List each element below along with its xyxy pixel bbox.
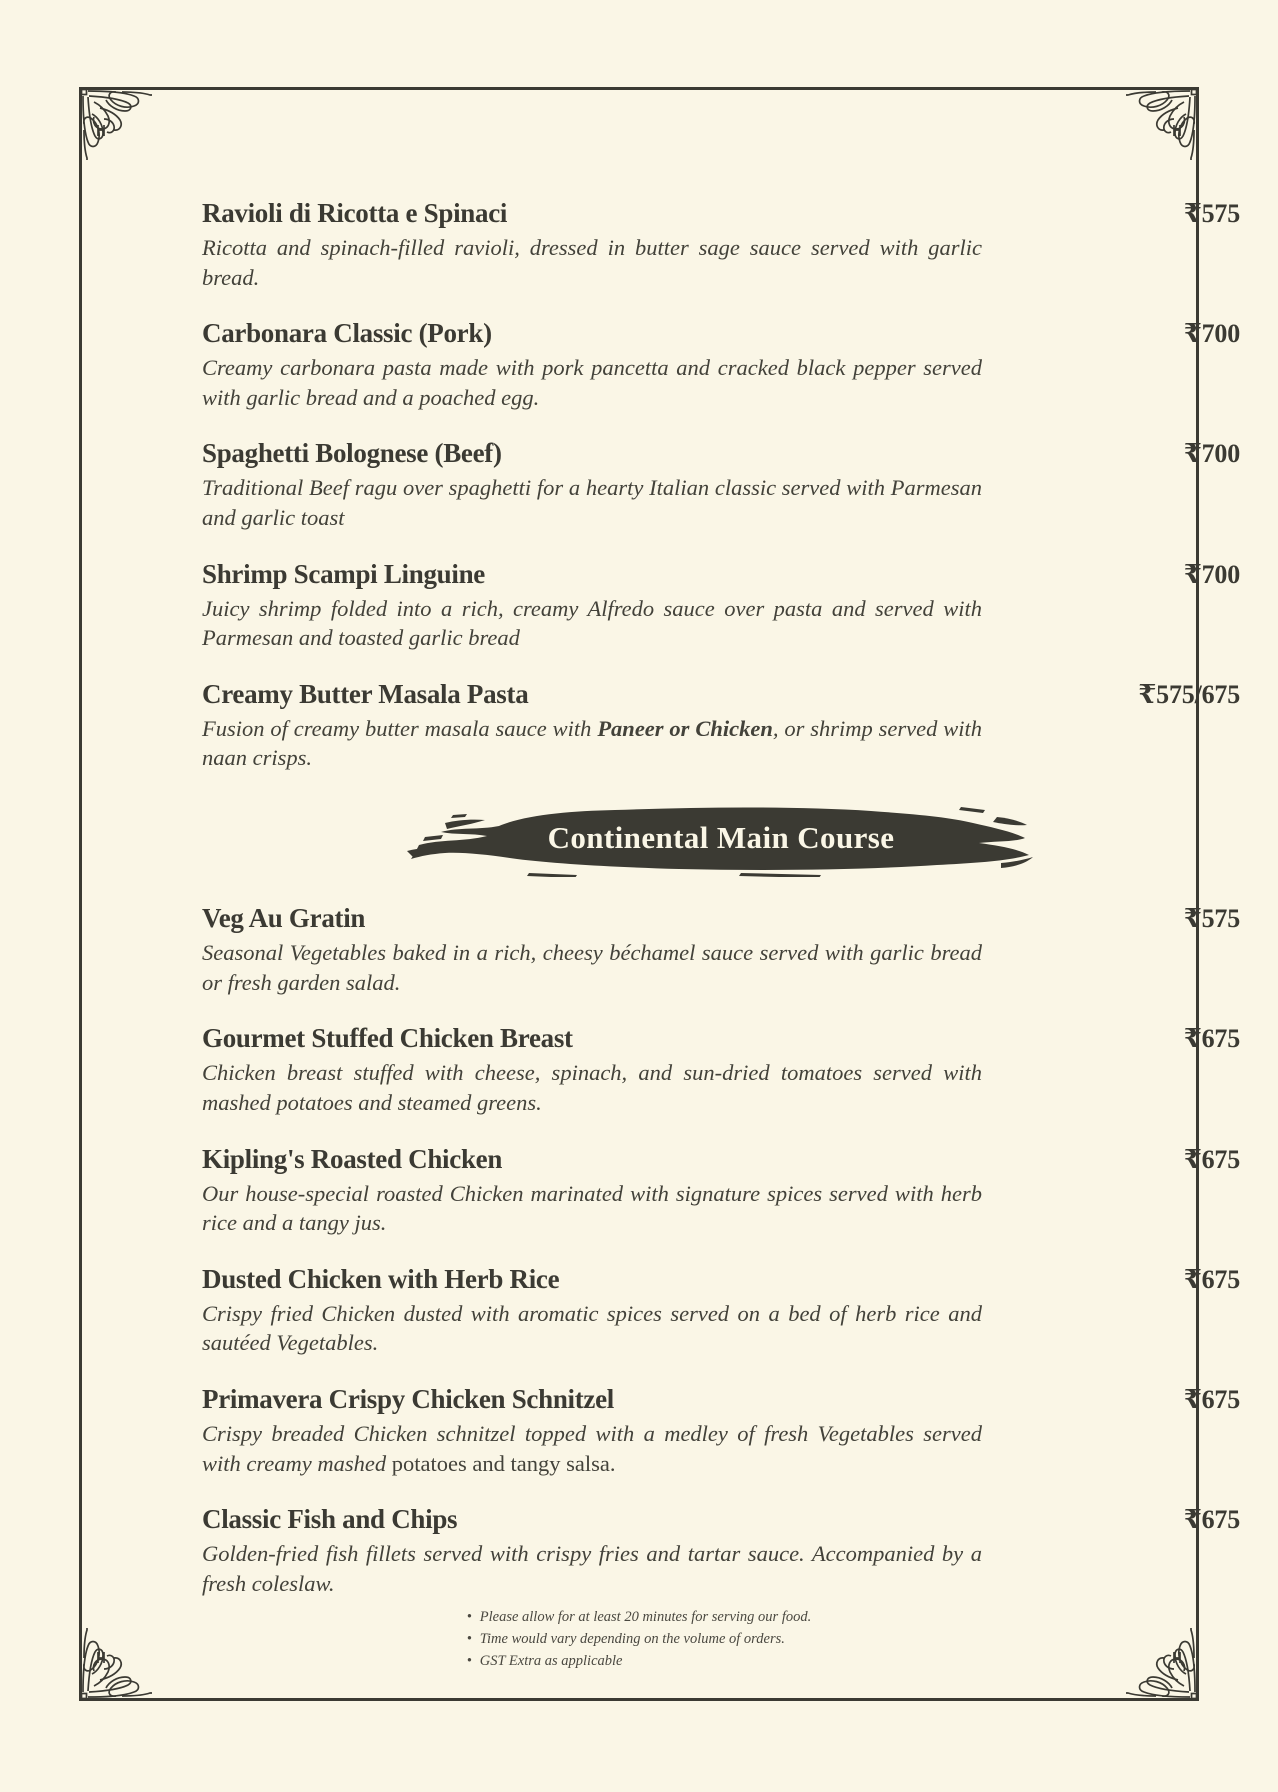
corner-ornament-top-right [1122,86,1200,164]
menu-item-name: Ravioli di Ricotta e Spinaci [202,198,508,228]
menu-item-name: Shrimp Scampi Linguine [202,558,485,589]
menu-item-price: ₹575 [1183,199,1240,228]
menu-item-name: Spaghetti Bolognese (Beef) [202,438,502,469]
menu-item-description: Juicy shrimp folded into a rich, creamy Alfredo sauce over pasta and served with Parmesan and toasted garlic bread [202,595,982,651]
menu-item-name: Primavera Crispy Chicken Schnitzel [202,1384,615,1415]
menu-item [202,1264,1240,1358]
menu-item [202,903,1240,997]
menu-item-price: ₹675 [1183,1264,1240,1294]
menu-item-header [202,1504,1240,1536]
menu-item-name: Kipling's Roasted Chicken [202,1143,503,1174]
footer-note-text: Please allow for at least 20 minutes for serving our food. [479,1608,812,1625]
menu-sections-container [202,198,1240,1625]
footer-note-text: GST Extra as applicable [479,1652,623,1669]
bullet-icon: • [466,1608,472,1625]
menu-item [202,559,1240,653]
menu-item-header [202,1384,1240,1416]
menu-item-price: ₹700 [1183,319,1240,349]
footer-note-item [467,1650,811,1672]
menu-item-name: Classic Fish and Chips [202,1504,458,1535]
menu-item [202,438,1240,532]
menu-item [202,1384,1240,1478]
menu-item-price: ₹675 [1183,1385,1240,1415]
footer-note-list [467,1606,811,1672]
section-banner-label: Continental Main Course [547,820,895,856]
menu-item [202,679,1240,773]
menu-item-price: ₹700 [1183,439,1240,469]
footer-note-item [467,1606,811,1628]
menu-item-description: Crispy breaded Chicken schnitzel topped with a medley of fresh Vegetables served with creamy mashed potatoes and tangy salsa. [202,1420,982,1476]
menu-item-name: Creamy Butter Masala Pasta [202,678,529,709]
menu-item-header [202,198,1240,230]
menu-item-name: Carbonara Classic (Pork) [202,318,492,349]
menu-border-frame [79,87,1240,1701]
menu-item-header [202,318,1240,350]
menu-item-header [202,679,1240,711]
menu-item-name: Veg Au Gratin [202,903,366,934]
menu-item-description: Our house-special roasted Chicken marinated with signature spices served with herb rice and a tangy jus. [202,1180,982,1236]
menu-item-price: ₹675 [1183,1505,1240,1535]
menu-item-header [202,1023,1240,1055]
menu-item-description: Traditional Beef ragu over spaghetti for a hearty Italian classic served with Parmesan and garlic toast [202,475,982,531]
menu-item-price: ₹575 [1183,904,1240,934]
menu-item [202,1504,1240,1598]
menu-item-price: ₹700 [1183,559,1240,589]
menu-item-header [202,438,1240,470]
footer-notes [82,1606,1196,1672]
bullet-icon: • [466,1652,472,1669]
menu-item-price: ₹575/675 [1138,679,1240,709]
menu-item-description: Seasonal Vegetables baked in a rich, cheesy béchamel sauce served with garlic bread or fresh garden salad. [202,940,982,995]
menu-item-price: ₹675 [1183,1024,1240,1054]
menu-item [202,198,1240,292]
menu-item-name: Dusted Chicken with Herb Rice [202,1263,560,1294]
menu-item [202,1144,1240,1238]
menu-item-header [202,903,1240,935]
menu-item-description: Golden-fried fish fillets served with crispy fries and tartar sauce. Accompanied by a fresh coleslaw. [202,1541,982,1596]
menu-item-description: Crispy fried Chicken dusted with aromatic spices served on a bed of herb rice and sautéed Vegetables. [202,1300,982,1356]
menu-item [202,318,1240,412]
bullet-icon: • [466,1630,472,1647]
menu-item-description: Chicken breast stuffed with cheese, spinach, and sun-dried tomatoes served with mashed potatoes and steamed greens. [202,1060,982,1115]
menu-item-header [202,1264,1240,1296]
footer-note-text: Time would vary depending on the volume of orders. [479,1630,785,1647]
footer-note-item [467,1628,811,1650]
menu-item-description: Fusion of creamy butter masala sauce with Paneer or Chicken, or shrimp served with naan crisps. [202,715,983,771]
corner-ornament-top-left [78,86,156,164]
menu-item-description: Creamy carbonara pasta made with pork pancetta and cracked black pepper served with garlic bread and a poached egg. [202,355,982,410]
menu-item-header [202,559,1240,591]
section-banner [202,799,1240,877]
menu-item-description: Ricotta and spinach-filled ravioli, dressed in butter sage sauce served with garlic bread. [202,234,982,290]
menu-item [202,1023,1240,1117]
menu-item-header [202,1144,1240,1176]
menu-item-price: ₹675 [1183,1144,1240,1174]
menu-item-name: Gourmet Stuffed Chicken Breast [202,1023,573,1054]
